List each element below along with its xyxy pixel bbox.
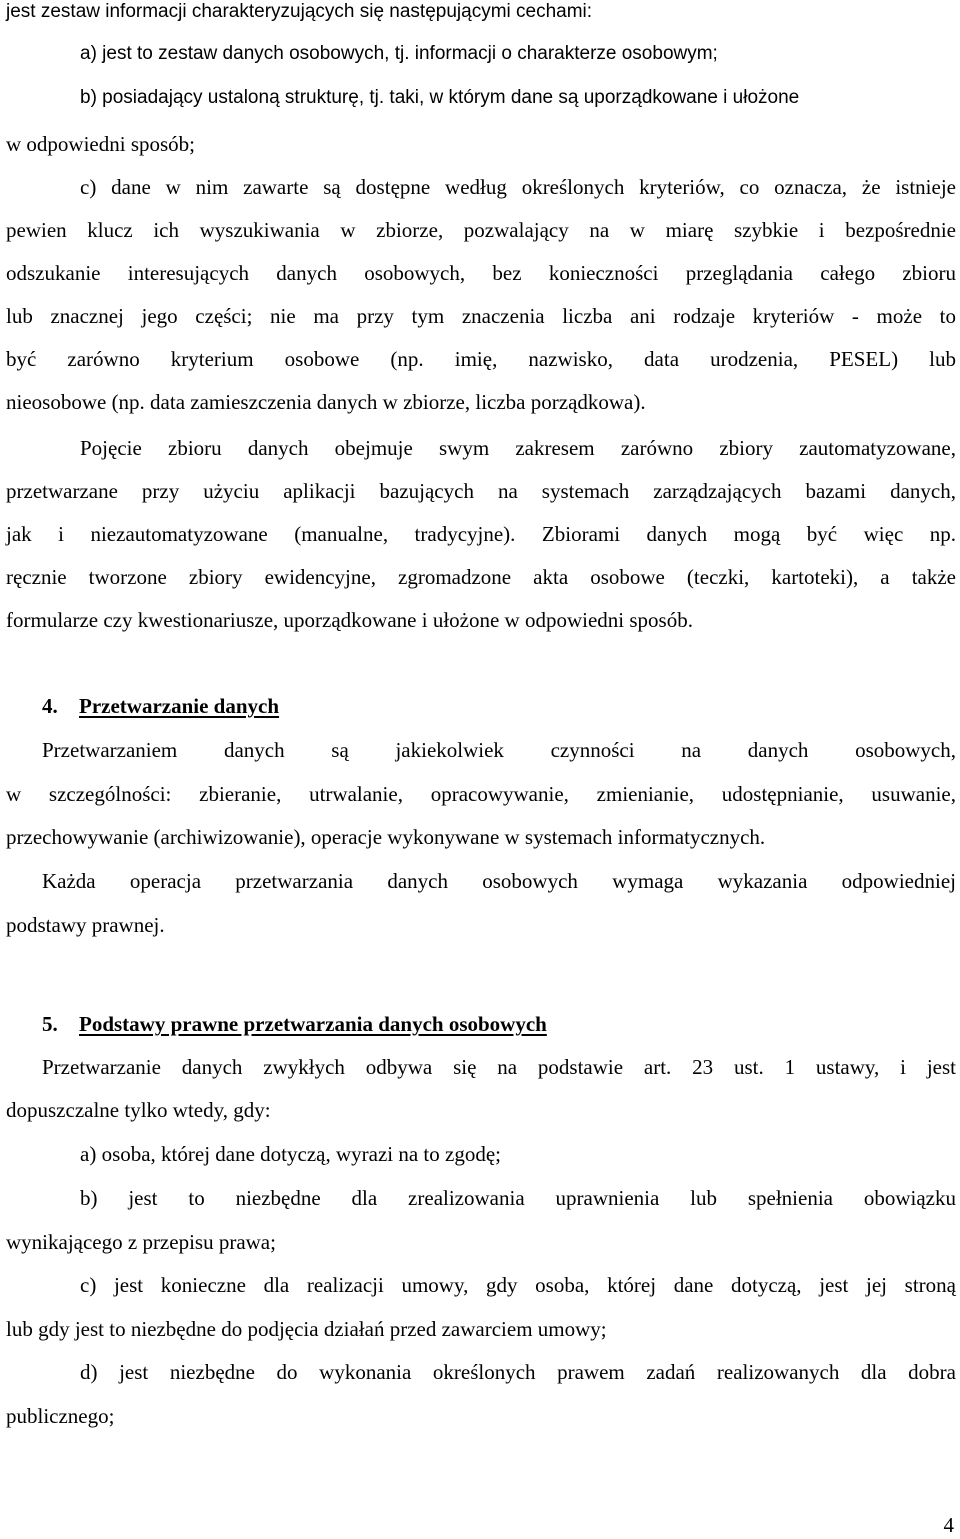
list-item-b-line2: w odpowiedni sposób; (6, 132, 195, 156)
list-item-c-line2: pewien klucz ich wyszukiwania w zbiorze, pozwalający na w miarę szybkie i bezpośrednie (6, 218, 956, 242)
list-item-c-line4: lub znacznej jego części; nie ma przy tym znaczenia liczba ani rodzaje kryteriów - może to (6, 304, 956, 328)
section-5-item-d-line1: d) jest niezbędne do wykonania określonych prawem zadań realizowanych dla dobra (80, 1360, 956, 1384)
section-5-item-b-line2: wynikającego z przepisu prawa; (6, 1230, 276, 1254)
section-4-para2-line1: Każda operacja przetwarzania danych osobowych wymaga wykazania odpowiedniej (42, 869, 956, 893)
paragraph-zbior-line3: jak i niezautomatyzowane (manualne, tradycyjne). Zbiorami danych mogą być więc np. (6, 522, 956, 546)
section-4-para1-line2: w szczególności: zbieranie, utrwalanie, opracowywanie, zmienianie, udostępnianie, usuwanie, (6, 782, 956, 806)
page-number: 4 (943, 1513, 954, 1537)
section-4-title: Przetwarzanie danych (79, 694, 280, 718)
section-5-heading (42, 1010, 547, 1038)
section-4-para1-line3: przechowywanie (archiwizowanie), operacje wykonywane w systemach informatycznych. (6, 825, 766, 849)
section-5-intro-line1: Przetwarzanie danych zwykłych odbywa się na podstawie art. 23 ust. 1 ustawy, i jest (42, 1055, 956, 1079)
section-5-number: 5. (42, 1012, 58, 1036)
paragraph-zbior-line5: formularze czy kwestionariusze, uporządkowane i ułożone w odpowiedni sposób. (6, 608, 693, 632)
section-4-para1-line1: Przetwarzaniem danych są jakiekolwiek czynności na danych osobowych, (42, 738, 956, 762)
list-item-a: a) jest to zestaw danych osobowych, tj. informacji o charakterze osobowym; (80, 43, 718, 64)
section-4-heading (42, 692, 279, 720)
list-item-c-line3: odszukanie interesujących danych osobowych, bez konieczności przeglądania całego zbioru (6, 261, 956, 285)
section-4-para2-line2: podstawy prawnej. (6, 913, 165, 937)
list-item-c-line6: nieosobowe (np. data zamieszczenia danych w zbiorze, liczba porządkowa). (6, 390, 646, 414)
section-5-item-d-line2: publicznego; (6, 1404, 115, 1428)
list-item-b-line1: b) posiadający ustaloną strukturę, tj. taki, w którym dane są uporządkowane i ułożone (80, 87, 800, 108)
section-5-title: Podstawy prawne przetwarzania danych osobowych (79, 1012, 547, 1036)
list-item-b-start (80, 84, 800, 112)
list-item-c-line5: być zarówno kryterium osobowe (np. imię, nazwisko, data urodzenia, PESEL) lub (6, 347, 956, 371)
section-5-item-b-line1: b) jest to niezbędne dla zrealizowania uprawnienia lub spełnienia obowiązku (80, 1186, 956, 1210)
section-5-item-c-line2: lub gdy jest to niezbędne do podjęcia działań przed zawarciem umowy; (6, 1317, 607, 1341)
intro-line: jest zestaw informacji charakteryzujących się następującymi cechami: (6, 1, 593, 22)
section-4-number: 4. (42, 694, 58, 718)
paragraph-zbior-line4: ręcznie tworzone zbiory ewidencyjne, zgromadzone akta osobowe (teczki, kartoteki), a także (6, 565, 956, 589)
section-5-item-c-line1: c) jest konieczne dla realizacji umowy, gdy osoba, której dane dotyczą, jest jej stroną (80, 1273, 956, 1297)
document-page (6, 0, 956, 1537)
paragraph-zbior-line1: Pojęcie zbioru danych obejmuje swym zakresem zarówno zbiory zautomatyzowane, (80, 436, 956, 460)
section-5-item-a: a) osoba, której dane dotyczą, wyrazi na to zgodę; (80, 1142, 501, 1166)
paragraph-zbior-line2: przetwarzane przy użyciu aplikacji bazujących na systemach zarządzających bazami danych, (6, 479, 956, 503)
list-item-c-line1: c) dane w nim zawarte są dostępne według określonych kryteriów, co oznacza, że istnieje (80, 175, 956, 199)
section-5-intro-line2: dopuszczalne tylko wtedy, gdy: (6, 1098, 271, 1122)
